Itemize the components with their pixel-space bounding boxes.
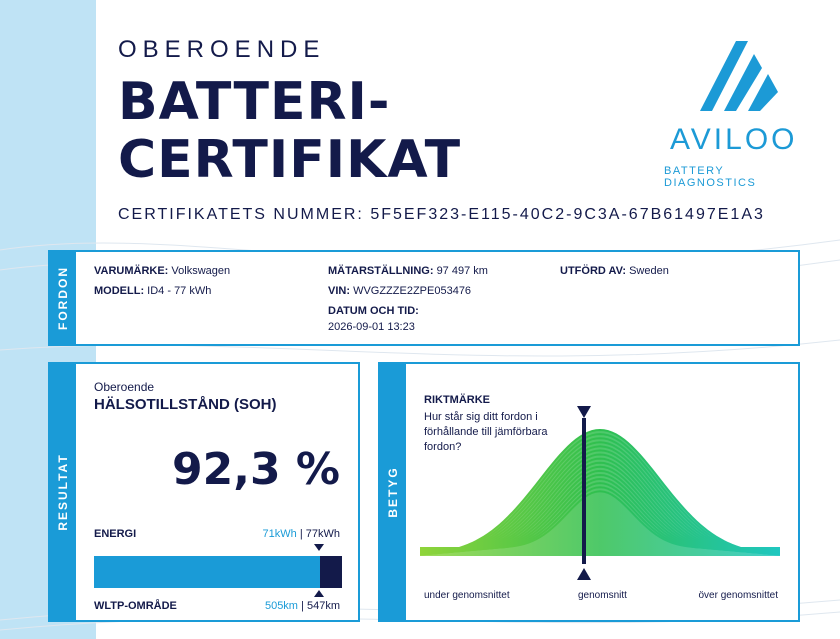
vin-value: WVGZZZE2ZPE053476 — [353, 285, 472, 297]
energy-label: ENERGI — [94, 528, 137, 540]
certificate-number-line — [118, 206, 765, 224]
axis-label-average: genomsnitt — [578, 590, 627, 601]
aviloo-mountain-logo-icon — [692, 36, 802, 116]
datetime-label: DATUM OCH TID: — [328, 305, 419, 317]
vehicle-tab — [50, 252, 76, 344]
vehicle-col-2 — [328, 264, 488, 334]
bell-curve-fill — [420, 430, 780, 556]
logo-wordmark: AVILOO — [670, 123, 798, 156]
vehicle-panel — [48, 250, 800, 346]
certificate-number: 5F5EF323-E115-40C2-9C3A-67B61497E1A3 — [370, 206, 765, 223]
odometer-value: 97 497 km — [436, 265, 488, 277]
benchmark-marker-bottom-icon — [577, 568, 591, 580]
soh-bar — [94, 556, 342, 588]
energy-marker-icon — [314, 544, 324, 551]
axis-label-above: över genomsnittet — [698, 590, 778, 601]
vehicle-col-3 — [560, 264, 669, 284]
vehicle-tab-label: FORDON — [56, 266, 70, 330]
certificate-number-label: CERTIFIKATETS NUMMER: — [118, 206, 364, 223]
performed-value: Sweden — [629, 265, 669, 277]
odometer-label: MÄTARSTÄLLNING: — [328, 265, 434, 277]
aviloo-logo — [664, 36, 804, 189]
soh-bar-degraded-segment — [320, 556, 342, 588]
vehicle-col-1 — [94, 264, 230, 304]
rating-tab — [380, 364, 406, 620]
result-panel — [48, 362, 360, 622]
header-kicker: OBEROENDE — [118, 36, 326, 63]
performed-label: UTFÖRD AV: — [560, 265, 626, 277]
logo-subtitle: BATTERY DIAGNOSTICS — [664, 165, 757, 189]
title-line-1: BATTERI- — [118, 72, 391, 132]
wltp-values — [265, 600, 340, 612]
result-tab-label: RESULTAT — [56, 453, 70, 531]
soh-title: HÄLSOTILLSTÅND (SOH) — [94, 396, 277, 413]
model-label: MODELL: — [94, 285, 145, 297]
benchmark-marker-top-icon — [577, 406, 591, 418]
brand-label: VARUMÄRKE: — [94, 265, 169, 277]
title-line-2: CERTIFIKAT — [118, 130, 462, 190]
axis-label-below: under genomsnittet — [424, 590, 510, 601]
vin-label: VIN: — [328, 285, 350, 297]
energy-current: 71kWh — [262, 528, 297, 540]
wltp-marker-icon — [314, 590, 324, 597]
energy-total: 77kWh — [305, 528, 340, 540]
wltp-separator: | — [297, 600, 307, 612]
wltp-current: 505km — [264, 600, 298, 612]
benchmark-distribution-curve — [420, 404, 780, 584]
datetime-value: 2026-09-01 13:23 — [328, 321, 415, 333]
model-value: ID4 - 77 kWh — [147, 285, 212, 297]
brand-value: Volkswagen — [171, 265, 231, 277]
benchmark-title: RIKTMÄRKE — [424, 394, 490, 406]
wltp-label: WLTP-OMRÅDE — [94, 600, 177, 612]
soh-value: 92,3 % — [172, 444, 340, 495]
certificate-header — [118, 36, 462, 190]
rating-panel — [378, 362, 800, 622]
wltp-total: 547km — [306, 600, 340, 612]
energy-separator: | — [296, 528, 306, 540]
energy-values — [263, 528, 340, 540]
benchmark-question: Hur står sig ditt fordon i förhållande till jämförbara fordon? — [424, 411, 548, 453]
result-tab — [50, 364, 76, 620]
rating-tab-label: BETYG — [386, 466, 400, 518]
result-small-label: Oberoende — [94, 380, 155, 394]
